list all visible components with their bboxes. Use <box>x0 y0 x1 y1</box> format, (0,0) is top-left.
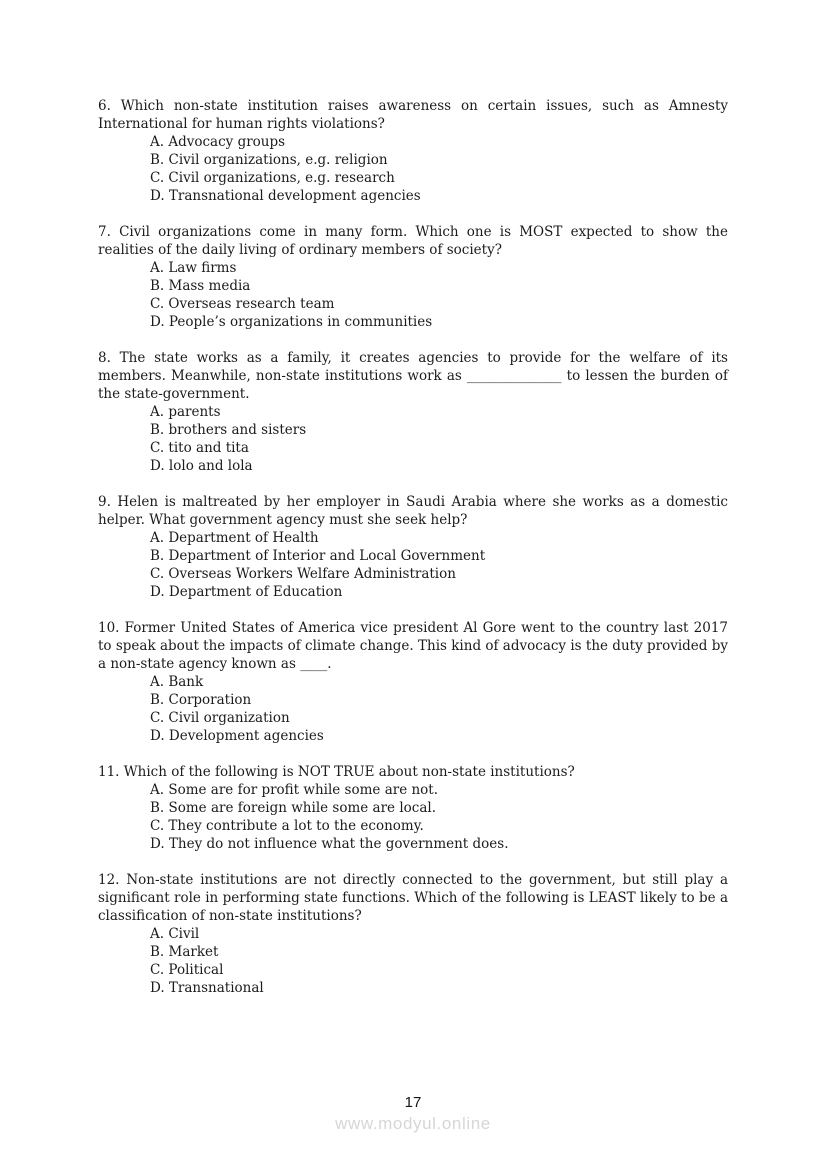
option-item: D. Transnational <box>150 980 264 996</box>
page-footer <box>98 1094 728 1134</box>
question-block <box>98 763 728 853</box>
question-block <box>98 223 728 331</box>
option-list <box>98 133 728 205</box>
option-item: A. Advocacy groups <box>150 134 286 150</box>
option-item: C. Civil organization <box>150 710 290 726</box>
option-item: B. Department of Interior and Local Government <box>150 548 486 564</box>
watermark-text: www.modyul.online <box>335 1114 491 1133</box>
question-text: 9. Helen is maltreated by her employer in Saudi Arabia where she works as a domestic helper. What government agency must she seek help? <box>98 494 728 528</box>
question-text: 12. Non-state institutions are not directly connected to the government, but still play a significant role in performing state functions. Which of the following is LEAST likely to be a classification of non-state institutions? <box>98 872 728 924</box>
option-item: C. Civil organizations, e.g. research <box>150 170 395 186</box>
option-item: A. Law firms <box>150 260 237 276</box>
option-list <box>98 673 728 745</box>
option-item: D. Department of Education <box>150 584 343 600</box>
option-item: C. tito and tita <box>150 440 249 456</box>
option-item: A. Civil <box>150 926 200 942</box>
option-item: C. Overseas Workers Welfare Administration <box>150 566 456 582</box>
option-item: D. Transnational development agencies <box>150 188 421 204</box>
option-item: B. Some are foreign while some are local. <box>150 800 437 816</box>
option-item: A. Some are for profit while some are not. <box>150 782 439 798</box>
option-item: D. They do not influence what the government does. <box>150 836 509 852</box>
option-item: D. People’s organizations in communities <box>150 314 433 330</box>
option-item: A. parents <box>150 404 221 420</box>
question-text: 11. Which of the following is NOT TRUE about non-state institutions? <box>98 764 575 780</box>
option-item: D. Development agencies <box>150 728 324 744</box>
option-list <box>98 925 728 997</box>
option-item: B. Mass media <box>150 278 251 294</box>
question-text: 8. The state works as a family, it creates agencies to provide for the welfare of its members. Meanwhile, non-state institutions work as ______________ to lessen the burden of the state-government. <box>98 350 728 402</box>
option-item: B. brothers and sisters <box>150 422 307 438</box>
question-list <box>98 97 728 1015</box>
question-block <box>98 97 728 205</box>
page-number: 17 <box>404 1094 422 1111</box>
option-item: D. lolo and lola <box>150 458 253 474</box>
question-block <box>98 493 728 601</box>
option-item: C. Overseas research team <box>150 296 335 312</box>
option-item: A. Bank <box>150 674 204 690</box>
option-item: C. Political <box>150 962 224 978</box>
option-list <box>98 403 728 475</box>
question-block <box>98 619 728 745</box>
option-item: C. They contribute a lot to the economy. <box>150 818 424 834</box>
option-item: B. Civil organizations, e.g. religion <box>150 152 388 168</box>
question-block <box>98 349 728 475</box>
question-text: 10. Former United States of America vice president Al Gore went to the country last 2017 to speak about the impacts of climate change. This kind of advocacy is the duty provided by a non-state agency known as ____. <box>98 620 728 672</box>
option-list <box>98 259 728 331</box>
option-list <box>98 781 728 853</box>
question-text: 6. Which non-state institution raises awareness on certain issues, such as Amnesty International for human rights violations? <box>98 98 728 132</box>
option-item: B. Corporation <box>150 692 252 708</box>
option-item: B. Market <box>150 944 219 960</box>
option-item: A. Department of Health <box>150 530 319 546</box>
question-block <box>98 871 728 997</box>
option-list <box>98 529 728 601</box>
question-text: 7. Civil organizations come in many form. Which one is MOST expected to show the realities of the daily living of ordinary members of society? <box>98 224 728 258</box>
